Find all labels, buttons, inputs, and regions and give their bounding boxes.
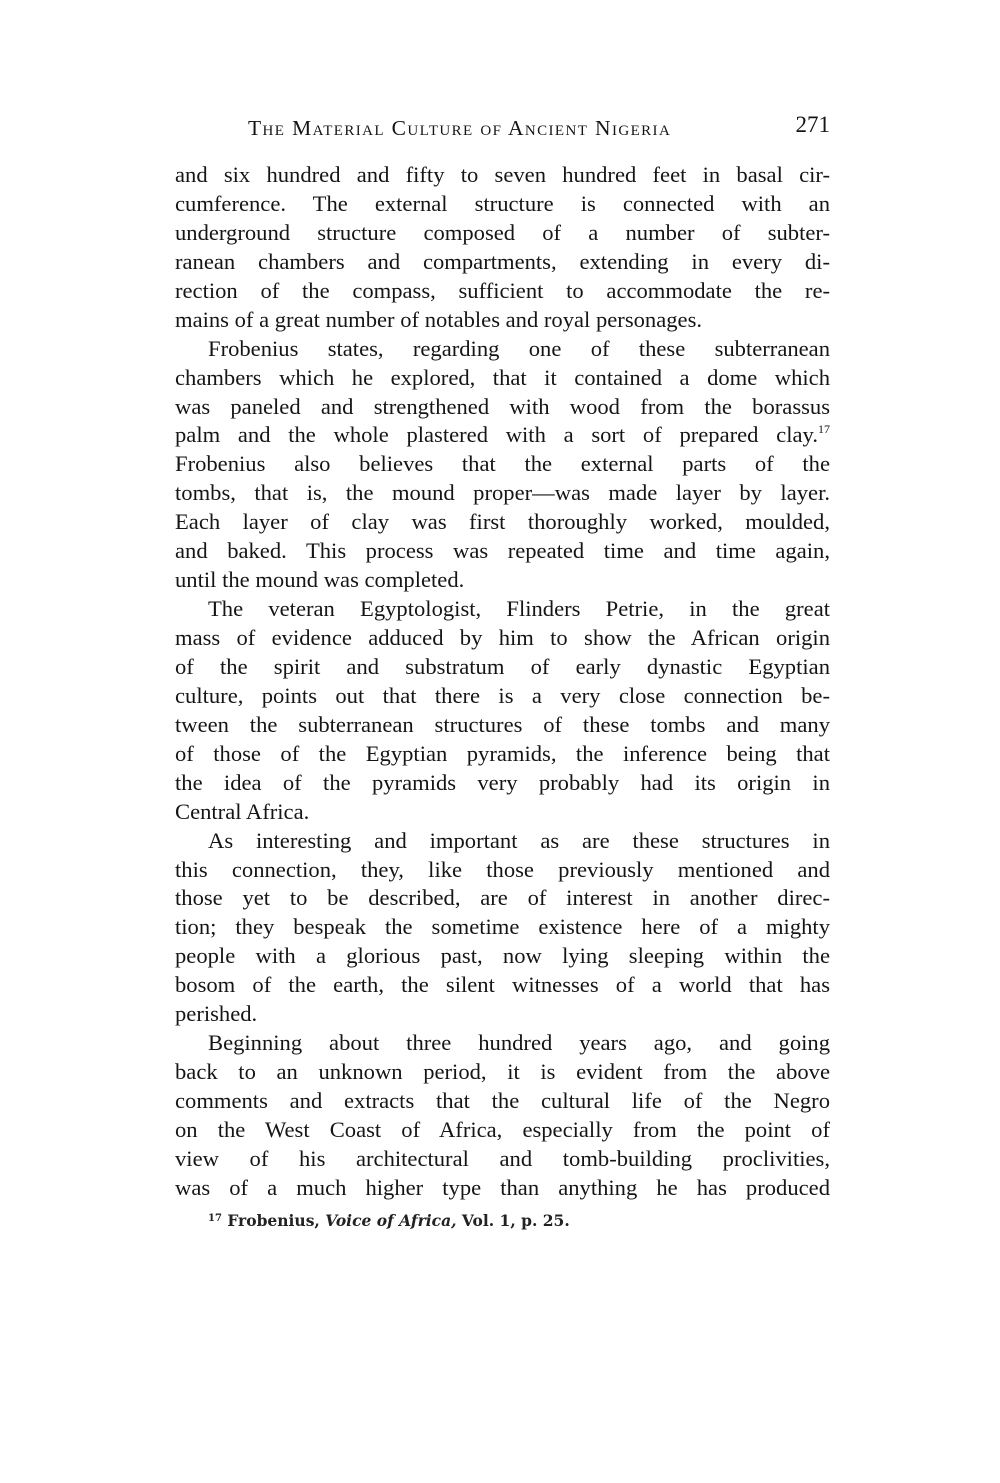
text-line (175, 479, 830, 508)
text-line (175, 508, 830, 537)
line-text: culture, points out that there is a very close connection be- (175, 682, 830, 708)
text-line (175, 335, 830, 364)
line-text: tombs, that is, the mound proper—was made layer by layer. (175, 480, 830, 506)
text-line (175, 1058, 830, 1087)
line-text: Frobenius states, regarding one of these subterranean (208, 335, 830, 361)
text-line (175, 1145, 830, 1174)
line-text: As interesting and important as are these structures in (208, 827, 830, 853)
line-text: this connection, they, like those previously mentioned and (175, 856, 830, 882)
line-text: Beginning about three hundred years ago, and going (208, 1030, 830, 1056)
line-text: until the mound was completed. (175, 567, 465, 593)
paragraph (175, 161, 830, 335)
text-line (175, 740, 830, 769)
text-line (175, 219, 830, 248)
line-text: of the spirit and substratum of early dynastic Egyptian (175, 653, 830, 679)
line-text: people with a glorious past, now lying sleeping within the (175, 943, 830, 969)
line-text: bosom of the earth, the silent witnesses of a world that has (175, 972, 830, 998)
footnote-author: Frobenius, (227, 1211, 320, 1230)
text-line (175, 1000, 830, 1029)
text-line (175, 421, 830, 450)
line-text: comments and extracts that the cultural life of the Negro (175, 1088, 830, 1113)
line-text: and baked. This process was repeated time and time again, (175, 538, 830, 564)
text-line (175, 566, 830, 595)
text-line (175, 624, 830, 653)
line-text: tion; they bespeak the sometime existence here of a mighty (175, 914, 830, 940)
line-text: mains of a great number of notables and royal personages. (175, 306, 703, 332)
line-text: chambers which he explored, that it contained a dome which (175, 364, 830, 390)
paragraph (175, 827, 830, 1030)
line-text: view of his architectural and tomb-building proclivities, (175, 1145, 830, 1171)
text-line (175, 1087, 830, 1116)
text-line (175, 1174, 830, 1203)
footnote-citation: Vol. 1, p. 25. (461, 1211, 570, 1230)
line-text: The veteran Egyptologist, Flinders Petrie, in the great (208, 596, 830, 622)
text-line (175, 190, 830, 219)
text-line (175, 971, 830, 1000)
text-line (175, 827, 830, 856)
line-text: on the West Coast of Africa, especially from the point of (175, 1116, 830, 1142)
paragraph (175, 335, 830, 595)
line-text: underground structure composed of a number of subter- (175, 219, 830, 245)
running-head: The Material Culture of Ancient Nigeria (248, 116, 672, 140)
text-line (175, 856, 830, 885)
line-text: back to an unknown period, it is evident from the above (175, 1059, 830, 1085)
text-line (175, 884, 830, 913)
text-line (175, 798, 830, 827)
line-text: of those of the Egyptian pyramids, the inference being that (175, 740, 830, 766)
line-text: Each layer of clay was first thoroughly worked, moulded, (175, 509, 830, 535)
text-line (175, 161, 830, 190)
footnote-reference[interactable]: 17 (818, 422, 830, 437)
text-line (175, 769, 830, 798)
line-text: ranean chambers and compartments, extending in every di- (175, 248, 830, 274)
line-text: cumference. The external structure is connected with an (175, 190, 830, 216)
text-line (175, 653, 830, 682)
text-line (175, 277, 830, 306)
line-text: rection of the compass, sufficient to accommodate the re- (175, 277, 830, 303)
footnote-mark: 17 (208, 1213, 222, 1224)
line-text: was of a much higher type than anything he has produced (175, 1174, 830, 1200)
text-line (175, 1029, 830, 1058)
text-line (175, 942, 830, 971)
text-line (175, 682, 830, 711)
line-text: palm and the whole plastered with a sort of prepared clay. (175, 422, 818, 448)
line-text: Central Africa. (175, 798, 310, 824)
paragraph (175, 1029, 830, 1203)
page-header (175, 112, 830, 146)
line-text: and six hundred and fifty to seven hundred feet in basal cir- (175, 162, 830, 187)
line-text: the idea of the pyramids very probably had its origin in (175, 769, 830, 795)
text-line (175, 1116, 830, 1145)
text-line (175, 364, 830, 393)
line-text: tween the subterranean structures of these tombs and many (175, 711, 830, 737)
line-text: perished. (175, 1001, 258, 1027)
page-number: 271 (795, 112, 830, 137)
text-line (175, 595, 830, 624)
text-line (175, 537, 830, 566)
paragraph (175, 595, 830, 827)
footnote (208, 1211, 570, 1230)
footnote-title: Voice of Africa, (325, 1211, 457, 1230)
text-line (175, 393, 830, 422)
text-line (175, 711, 830, 740)
line-text: Frobenius also believes that the external parts of the (175, 451, 830, 477)
text-line (175, 248, 830, 277)
line-text: was paneled and strengthened with wood from the borassus (175, 393, 830, 419)
text-line (175, 913, 830, 942)
line-text: those yet to be described, are of interest in another direc- (175, 885, 830, 911)
text-line (175, 450, 830, 479)
text-line (175, 306, 830, 335)
body-text (175, 161, 830, 1203)
line-text: mass of evidence adduced by him to show the African origin (175, 625, 830, 650)
